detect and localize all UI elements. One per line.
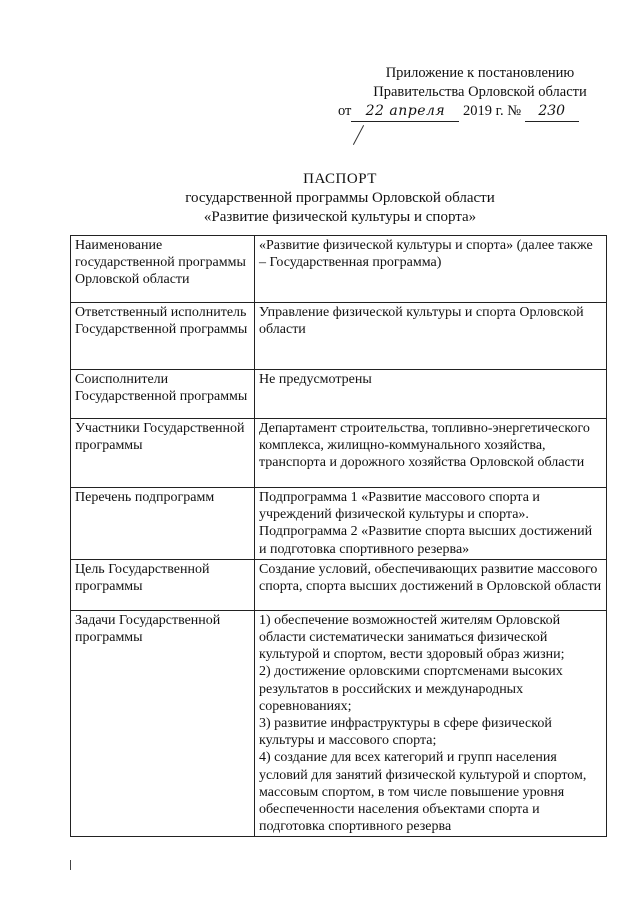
task-item: 1) обеспечение возможностей жителям Орловской области систематически заниматься физической культурой и спортом, вести здоровый образ жизни;: [259, 612, 565, 663]
table-row: [71, 610, 607, 837]
row-label: Ответственный исполнитель Государственной программы: [71, 303, 255, 370]
row-label: Перечень подпрограмм: [71, 488, 255, 560]
row-value: Не предусмотрены: [255, 370, 607, 419]
handwritten-number: 230: [525, 102, 579, 122]
row-value: Подпрограмма 1 «Развитие массового спорта и учреждений физической культуры и спорта». Подпрограмма 2 «Развитие спорта высших достижений и подготовка спортивного резерва»: [255, 488, 607, 560]
row-value: «Развитие физической культуры и спорта» (далее также – Государственная программа): [255, 236, 607, 303]
table-row: [71, 370, 607, 419]
table-row: [71, 488, 607, 560]
title-line-3: «Развитие физической культуры и спорта»: [203, 209, 477, 225]
appendix-line-3: [338, 102, 630, 122]
row-label: Цель Государственной программы: [71, 559, 255, 610]
row-label: Участники Государственной программы: [71, 419, 255, 488]
task-item: 4) создание для всех категорий и групп населения условий для занятий физической культурой и спортом, массовым спортом, в том числе повышение уровня обеспеченности населения объектами спорта и подготовка спортивного резерва: [259, 750, 587, 835]
handwritten-date: 22 апреля: [351, 102, 459, 122]
row-value: Создание условий, обеспечивающих развитие массового спорта, спорта высших достижений в Орловской области: [255, 559, 607, 610]
passport-table: [70, 235, 607, 837]
row-value: Департамент строительства, топливно-энергетического комплекса, жилищно-коммунального хозяйства, транспорта и дорожного хозяйства Орловской области: [255, 419, 607, 488]
table-row: [71, 419, 607, 488]
pen-stroke: [353, 125, 364, 145]
row-label: Наименование государственной программы Орловской области: [71, 236, 255, 303]
table-row: [71, 236, 607, 303]
table-row: [71, 303, 607, 370]
title-line-2: государственной программы Орловской области: [185, 190, 495, 206]
task-item: 2) достижение орловскими спортсменами высоких результатов в российских и международных соревнованиях;: [259, 664, 563, 714]
row-value: Управление физической культуры и спорта Орловской области: [255, 303, 607, 370]
title-line-1: ПАСПОРТ: [303, 171, 377, 187]
row-label: Соисполнители Государственной программы: [71, 370, 255, 419]
table-row: [71, 559, 607, 610]
appendix-line-1: Приложение к постановлению: [385, 65, 575, 81]
appendix-prefix: от: [338, 103, 352, 119]
appendix-year: 2019 г. №: [463, 103, 522, 119]
row-label: Задачи Государственной программы: [71, 610, 255, 837]
scan-mark: [70, 860, 71, 870]
document-title: [40, 170, 640, 227]
task-item: 3) развитие инфраструктуры в сфере физической культуры и массового спорта;: [259, 716, 552, 749]
row-value: [255, 610, 607, 837]
appendix-line-2: Правительства Орловской области: [373, 84, 587, 100]
appendix-header: [330, 64, 630, 122]
